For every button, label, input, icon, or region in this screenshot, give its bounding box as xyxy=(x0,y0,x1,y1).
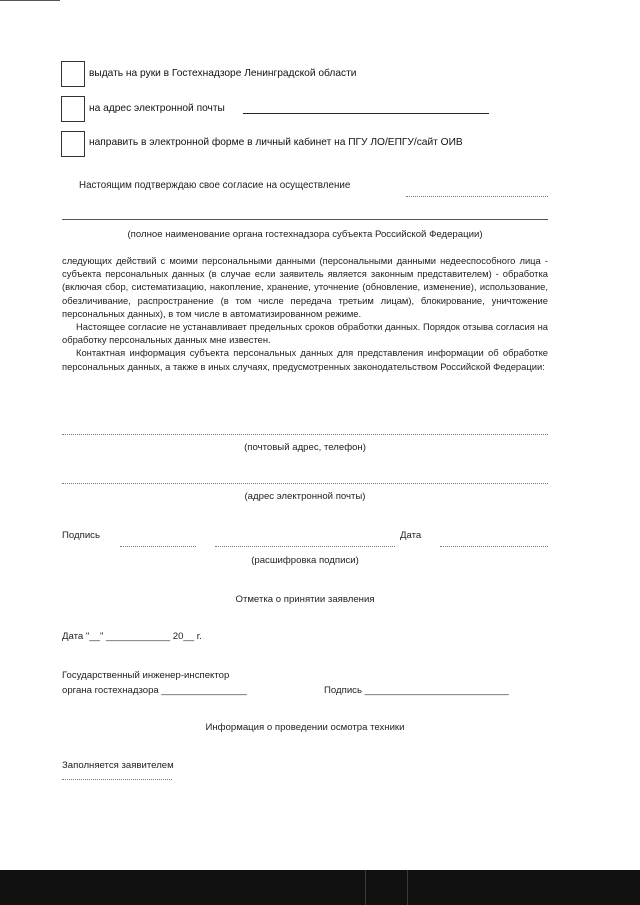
scan-corner-mark xyxy=(0,0,60,1)
org-name-caption: (полное наименование органа гостехнадзора субъекта Российской Федерации) xyxy=(127,229,483,240)
checkbox-electronic-delivery[interactable] xyxy=(61,131,85,157)
consent-paragraph-2: Настоящее согласие не устанавливает предельных сроков обработки данных. Порядок отзыва согласия на обработку персональных данных мне известен. xyxy=(62,321,548,346)
date-line[interactable] xyxy=(440,546,548,547)
inspector-title: Государственный инженер-инспектор xyxy=(62,670,230,681)
signature-line[interactable] xyxy=(120,546,196,547)
signature-label: Подпись xyxy=(62,530,100,541)
acceptance-title: Отметка о принятии заявления xyxy=(235,594,375,605)
checkbox-email-delivery[interactable] xyxy=(61,96,85,122)
date-label: Дата xyxy=(400,530,422,541)
postal-address-caption: (почтовый адрес, телефон) xyxy=(244,442,366,453)
consent-body xyxy=(62,254,548,373)
consent-paragraph-3: Контактная информация субъекта персональных данных для представления информации об обработке персональных данных, а также в иных случаях, предусмотренных законодательством Российской Федерации: xyxy=(62,347,548,372)
acceptance-date: Дата "__" ____________ 20__ г. xyxy=(62,631,202,642)
option-electronic-delivery-label: направить в электронной форме в личный кабинет на ПГУ ЛО/ЕПГУ/сайт ОИВ xyxy=(89,137,463,148)
scan-bottom-bar xyxy=(0,870,640,905)
scan-bar-divider xyxy=(365,870,366,905)
signature-decode-caption: (расшифровка подписи) xyxy=(251,555,359,566)
filled-by-applicant: Заполняется заявителем xyxy=(62,760,174,771)
postal-address-line[interactable] xyxy=(62,434,548,435)
consent-intro-line[interactable] xyxy=(406,196,548,197)
inspector-signature: Подпись ___________________________ xyxy=(324,685,509,696)
inspector-organ: органа гостехнадзора ________________ xyxy=(62,685,247,696)
option-hand-delivery-label: выдать на руки в Гостехнадзоре Ленинградской области xyxy=(89,68,357,79)
email-line[interactable] xyxy=(62,483,548,484)
email-caption: (адрес электронной почты) xyxy=(244,491,366,502)
org-name-line[interactable] xyxy=(62,219,548,220)
signature-decode-line[interactable] xyxy=(215,546,395,547)
inspection-title: Информация о проведении осмотра техники xyxy=(205,722,405,733)
scan-bar-divider xyxy=(407,870,408,905)
option-email-delivery-label: на адрес электронной почты xyxy=(89,103,225,114)
checkbox-hand-delivery[interactable] xyxy=(61,61,85,87)
email-address-line[interactable] xyxy=(243,113,489,114)
consent-intro: Настоящим подтверждаю свое согласие на осуществление xyxy=(79,180,351,191)
consent-paragraph-1: следующих действий с моими персональными данными (персональными данными недееспособного лица - субъекта персональных данных (в случае если заявитель является законным представителем) - обработка (включая сбор, систематизацию, накопление, хранение, уточнение (обновление, изменение), использование, обезличивание, распространение (в том числе передача третьим лицам), блокирование, уничтожение персональных данных), в том числе в автоматизированном режиме. xyxy=(62,255,548,319)
applicant-line[interactable] xyxy=(62,779,172,780)
